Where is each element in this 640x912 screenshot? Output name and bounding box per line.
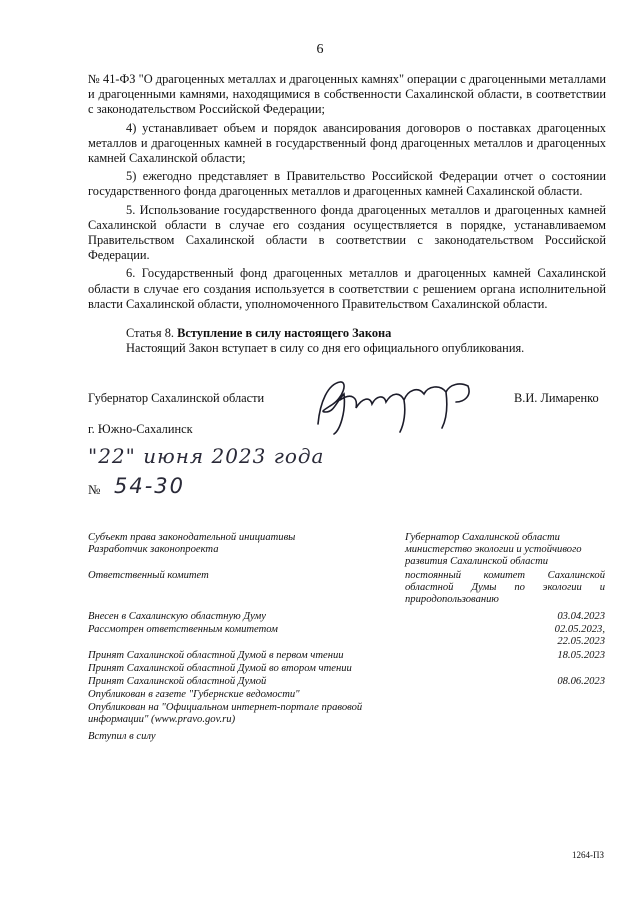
article-text: Настоящий Закон вступает в силу со дня его официального опубликования. xyxy=(126,341,525,356)
published-portal-label: Опубликован на "Официальном интернет-портале правовой информации" (www.pravo.gov.ru) xyxy=(88,702,363,725)
handwritten-date: "22" июня 2023 года xyxy=(88,444,325,468)
city: г. Южно-Сахалинск xyxy=(88,422,193,436)
law-body xyxy=(88,72,606,315)
developer-value: министерство экологии и устойчивого развития Сахалинской области xyxy=(405,544,582,567)
article-8 xyxy=(126,326,616,357)
document-code: 1264-ПЗ xyxy=(571,850,604,860)
adopted-label: Принят Сахалинской областной Думой xyxy=(88,676,267,687)
paragraph-part-6: 6. Государственный фонд драгоценных металлов и драгоценных камней Сахалинской области в случае его создания используется в соответствии с решением органа исполнительной власти Сахалинской области, уполномоченного Правительством Сахалинской области. xyxy=(88,266,606,311)
reviewed-dates: 02.05.2023, 22.05.2023 xyxy=(554,624,605,647)
first-reading-date: 18.05.2023 xyxy=(557,650,605,661)
page-number: 6 xyxy=(316,42,324,57)
reviewed-label: Рассмотрен ответственным комитетом xyxy=(88,624,278,635)
introduced-date: 03.04.2023 xyxy=(557,611,605,622)
article-label: Статья 8. xyxy=(126,326,175,340)
paragraph-item-5: 5) ежегодно представляет в Правительство Российской Федерации отчет о состоянии государственного фонда драгоценных металлов и драгоценных камней Сахалинской области. xyxy=(88,169,606,199)
subject-value: Губернатор Сахалинской области xyxy=(405,532,560,543)
governor-title: Губернатор Сахалинской области xyxy=(88,391,265,405)
paragraph-continuation: № 41-ФЗ "О драгоценных металлах и драгоценных камнях" операции с драгоценными металлами и драгоценными камнями, находящимися в собственности Сахалинской области, в соответствии с законодательством Российской Федерации; xyxy=(88,72,606,117)
published-gazette-label: Опубликован в газете "Губернские ведомости" xyxy=(88,689,300,700)
paragraph-part-5: 5. Использование государственного фонда драгоценных металлов и драгоценных камней Сахалинской области в случае его создания осуществляется в порядке, устанавливаемом Правительством Сахалинской области в соответствии с законодательством Российской Федерации. xyxy=(88,202,606,263)
in-force-label: Вступил в силу xyxy=(88,731,156,742)
developer-label: Разработчик законопроекта xyxy=(88,544,219,555)
second-reading-label: Принят Сахалинской областной Думой во втором чтении xyxy=(88,663,352,674)
handwritten-number: 54-30 xyxy=(114,474,186,498)
committee-label: Ответственный комитет xyxy=(88,570,209,581)
paragraph-item-4: 4) устанавливает объем и порядок авансирования договоров о поставках драгоценных металлов и драгоценных камней в государственный фонд драгоценных металлов и драгоценных камней Сахалинской области; xyxy=(88,120,606,166)
subject-label: Субъект права законодательной инициативы xyxy=(88,532,296,543)
committee-value: постоянный комитет Сахалинской областной Думы по экологии и природопользованию xyxy=(405,570,605,605)
number-label: № xyxy=(88,482,101,497)
introduced-label: Внесен в Сахалинскую областную Думу xyxy=(88,611,266,622)
first-reading-label: Принят Сахалинской областной Думой в первом чтении xyxy=(88,650,344,661)
article-heading xyxy=(126,326,616,341)
governor-name: В.И. Лимаренко xyxy=(514,391,599,405)
article-title: Вступление в силу настоящего Закона xyxy=(177,326,392,340)
adopted-date: 08.06.2023 xyxy=(557,676,605,687)
signature-image xyxy=(300,372,500,442)
